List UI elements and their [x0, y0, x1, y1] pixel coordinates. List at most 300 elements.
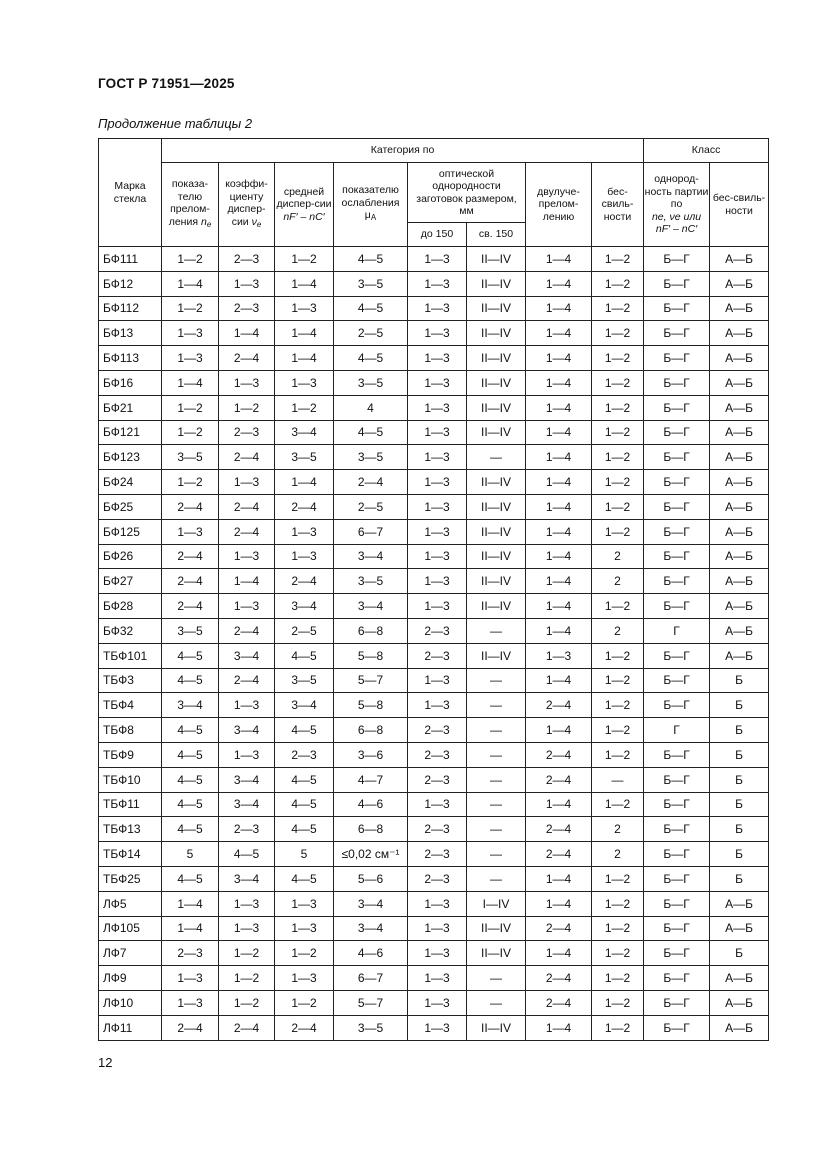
table-cell: 1—3 — [408, 544, 467, 569]
table-cell: 1—2 — [592, 247, 644, 272]
table-cell: 1—3 — [408, 247, 467, 272]
table-cell: А—Б — [710, 395, 769, 420]
table-cell: — — [467, 966, 526, 991]
table-cell: 3—4 — [275, 693, 334, 718]
table-cell: 6—7 — [334, 519, 408, 544]
table-cell: Б—Г — [644, 990, 710, 1015]
table-cell: 3—5 — [275, 668, 334, 693]
table-cell: 1—3 — [219, 370, 275, 395]
table-cell: 1—2 — [592, 1015, 644, 1040]
table-cell: 1—4 — [526, 346, 592, 371]
table-cell: Г — [644, 718, 710, 743]
table-cell: — — [467, 718, 526, 743]
table-cell: 2—4 — [526, 966, 592, 991]
table-cell: 1—2 — [275, 247, 334, 272]
table-cell: 2 — [592, 618, 644, 643]
table-cell: 1—4 — [526, 445, 592, 470]
table-cell: II—IV — [467, 1015, 526, 1040]
table-cell: 5—6 — [334, 866, 408, 891]
table-cell: 3—4 — [275, 420, 334, 445]
glass-brand-cell: БФ111 — [99, 247, 162, 272]
table-cell: 4 — [334, 395, 408, 420]
table-cell: А—Б — [710, 990, 769, 1015]
table-cell: 1—3 — [219, 891, 275, 916]
table-cell: Б—Г — [644, 346, 710, 371]
header-batch-homogeneity: однород-ность партии по ne, νe или nF′ – nC′ — [644, 163, 710, 247]
glass-brand-cell: ТБФ101 — [99, 643, 162, 668]
table-cell: 1—3 — [408, 346, 467, 371]
table-cell: Б — [710, 817, 769, 842]
table-cell: 3—5 — [334, 370, 408, 395]
table-cell: 4—5 — [162, 767, 219, 792]
table-cell: 1—3 — [219, 594, 275, 619]
table-cell: 1—2 — [275, 395, 334, 420]
table-cell: 3—4 — [219, 718, 275, 743]
table-row — [99, 296, 769, 321]
glass-brand-cell: БФ121 — [99, 420, 162, 445]
table-cell: 2—4 — [219, 494, 275, 519]
table-cell: 2 — [592, 544, 644, 569]
table-cell: 1—3 — [275, 916, 334, 941]
table-cell: 1—4 — [162, 271, 219, 296]
table-cell: 1—3 — [408, 1015, 467, 1040]
table-cell: 3—4 — [334, 544, 408, 569]
table-cell: А—Б — [710, 916, 769, 941]
table-cell: 1—4 — [526, 544, 592, 569]
table-cell: II—IV — [467, 321, 526, 346]
table-row — [99, 519, 769, 544]
table-cell: 1—2 — [592, 296, 644, 321]
table-cell: 1—3 — [162, 519, 219, 544]
table-cell: 1—4 — [526, 271, 592, 296]
table-cell: 1—4 — [526, 668, 592, 693]
table-row — [99, 718, 769, 743]
table-cell: 2—3 — [219, 817, 275, 842]
table-cell: 2—4 — [219, 668, 275, 693]
table-cell: 4—5 — [219, 842, 275, 867]
table-cell: А—Б — [710, 247, 769, 272]
table-cell: 2—4 — [219, 618, 275, 643]
table-cell: Б — [710, 842, 769, 867]
table-cell: 2—4 — [162, 1015, 219, 1040]
table-cell: А—Б — [710, 618, 769, 643]
table-cell: 1—4 — [526, 321, 592, 346]
table-cell: 2—3 — [219, 420, 275, 445]
glass-brand-cell: ЛФ11 — [99, 1015, 162, 1040]
table-cell: 1—2 — [592, 321, 644, 346]
table-cell: II—IV — [467, 370, 526, 395]
table-cell: Б—Г — [644, 916, 710, 941]
table-cell: Б—Г — [644, 643, 710, 668]
table-cell: 3—4 — [275, 594, 334, 619]
table-cell: 1—2 — [592, 916, 644, 941]
table-cell: А—Б — [710, 470, 769, 495]
table-cell: 1—4 — [275, 321, 334, 346]
table-cell: Б—Г — [644, 519, 710, 544]
table-cell: 1—2 — [162, 420, 219, 445]
header-birefringence: двулуче-прелом-лению — [526, 163, 592, 247]
glass-brand-cell: БФ21 — [99, 395, 162, 420]
table-cell: 6—8 — [334, 718, 408, 743]
table-cell: 2—3 — [408, 718, 467, 743]
table-row — [99, 370, 769, 395]
table-cell: — — [467, 668, 526, 693]
header-optical-homogeneity: оптической однородности заготовок размером, мм — [408, 163, 526, 223]
glass-brand-cell: БФ16 — [99, 370, 162, 395]
table-cell: 1—3 — [408, 990, 467, 1015]
table-row — [99, 569, 769, 594]
glass-brand-cell: БФ28 — [99, 594, 162, 619]
table-cell: — — [467, 817, 526, 842]
table-cell: 1—3 — [408, 966, 467, 991]
table-cell: 1—3 — [408, 445, 467, 470]
table-cell: Б—Г — [644, 569, 710, 594]
table-cell: 2 — [592, 817, 644, 842]
table-cell: 1—2 — [592, 271, 644, 296]
table-cell: II—IV — [467, 494, 526, 519]
table-cell: 2—3 — [162, 941, 219, 966]
table-cell: 2—3 — [219, 296, 275, 321]
table-cell: А—Б — [710, 569, 769, 594]
glass-brand-cell: БФ13 — [99, 321, 162, 346]
table-cell: II—IV — [467, 346, 526, 371]
table-cell: 1—3 — [275, 966, 334, 991]
table-cell: А—Б — [710, 271, 769, 296]
table-cell: 1—3 — [219, 271, 275, 296]
table-row — [99, 420, 769, 445]
glass-brand-cell: БФ24 — [99, 470, 162, 495]
glass-brand-cell: БФ12 — [99, 271, 162, 296]
table-cell: 1—3 — [408, 370, 467, 395]
glass-brand-cell: БФ32 — [99, 618, 162, 643]
table-cell: 1—3 — [408, 420, 467, 445]
table-row — [99, 693, 769, 718]
table-cell: 2—4 — [219, 445, 275, 470]
table-cell: 5—7 — [334, 668, 408, 693]
table-cell: 6—8 — [334, 618, 408, 643]
table-cell: А—Б — [710, 370, 769, 395]
table-cell: 1—3 — [275, 544, 334, 569]
header-bubbles-category: бес-свиль-ности — [592, 163, 644, 247]
table-cell: 1—2 — [162, 247, 219, 272]
table-cell: 1—3 — [408, 296, 467, 321]
table-cell: 1—2 — [275, 941, 334, 966]
table-row — [99, 470, 769, 495]
table-cell: 2—4 — [275, 569, 334, 594]
table-cell: 1—2 — [592, 420, 644, 445]
table-cell: 1—4 — [526, 891, 592, 916]
table-cell: 1—3 — [162, 346, 219, 371]
table-row — [99, 321, 769, 346]
table-cell: 1—2 — [592, 966, 644, 991]
table-row — [99, 395, 769, 420]
header-refraction: показа-телю прелом-ления $n_e$ — [162, 163, 219, 247]
table-cell: А—Б — [710, 643, 769, 668]
table-cell: А—Б — [710, 519, 769, 544]
table-cell: 3—4 — [334, 916, 408, 941]
table-cell: 3—5 — [162, 618, 219, 643]
table-cell: 1—3 — [408, 668, 467, 693]
table-cell: 1—3 — [219, 742, 275, 767]
table-cell: II—IV — [467, 395, 526, 420]
glass-brand-cell: ТБФ25 — [99, 866, 162, 891]
table-cell: 2—3 — [408, 742, 467, 767]
table-cell: II—IV — [467, 420, 526, 445]
table-cell: 3—5 — [334, 1015, 408, 1040]
table-cell: II—IV — [467, 594, 526, 619]
table-cell: 2—3 — [408, 618, 467, 643]
table-cell: 4—5 — [275, 792, 334, 817]
table-cell: А—Б — [710, 544, 769, 569]
table-cell: Б—Г — [644, 1015, 710, 1040]
table-cell: А—Б — [710, 420, 769, 445]
header-brand: Марка стекла — [99, 139, 162, 247]
table-cell: 1—2 — [592, 718, 644, 743]
table-cell: — — [592, 767, 644, 792]
table-cell: А—Б — [710, 321, 769, 346]
table-cell: 1—4 — [275, 346, 334, 371]
table-cell: 5 — [162, 842, 219, 867]
table-cell: 2—4 — [526, 693, 592, 718]
table-cell: 2—3 — [408, 817, 467, 842]
table-cell: 5—7 — [334, 990, 408, 1015]
table-cell: 1—3 — [408, 395, 467, 420]
header-bubbles-class: бес-свиль-ности — [710, 163, 769, 247]
table-cell: 2—3 — [408, 643, 467, 668]
table-cell: Б—Г — [644, 395, 710, 420]
table-cell: 1—4 — [526, 618, 592, 643]
table-cell: Б—Г — [644, 792, 710, 817]
table-cell: 1—3 — [219, 544, 275, 569]
table-cell: 1—3 — [408, 519, 467, 544]
table-cell: 1—3 — [275, 370, 334, 395]
table-cell: 2—4 — [162, 544, 219, 569]
table-cell: А—Б — [710, 594, 769, 619]
table-cell: 1—4 — [526, 519, 592, 544]
table-cell: 5 — [275, 842, 334, 867]
table-cell: 1—2 — [592, 594, 644, 619]
table-cell: 3—5 — [334, 271, 408, 296]
table-row — [99, 891, 769, 916]
table-cell: 2—4 — [526, 842, 592, 867]
table-cell: 1—3 — [162, 990, 219, 1015]
table-cell: Б—Г — [644, 296, 710, 321]
glass-brand-cell: ТБФ13 — [99, 817, 162, 842]
table-cell: 1—4 — [526, 395, 592, 420]
table-cell: 1—3 — [408, 321, 467, 346]
table-cell: 4—5 — [334, 420, 408, 445]
table-row — [99, 767, 769, 792]
table-row — [99, 742, 769, 767]
table-cell: 1—3 — [408, 941, 467, 966]
table-cell: Б—Г — [644, 668, 710, 693]
table-cell: 1—2 — [219, 990, 275, 1015]
table-cell: 1—4 — [526, 866, 592, 891]
glass-brand-cell: БФ27 — [99, 569, 162, 594]
table-row — [99, 866, 769, 891]
table-cell: 1—2 — [592, 494, 644, 519]
table-row — [99, 668, 769, 693]
table-cell: 1—2 — [592, 693, 644, 718]
table-cell: 1—4 — [526, 494, 592, 519]
table-cell: А—Б — [710, 346, 769, 371]
table-cell: Б—Г — [644, 891, 710, 916]
header-dispersion-coef: коэффи-циенту диспер-сии $\nu_e$ — [219, 163, 275, 247]
table-cell: 4—5 — [162, 718, 219, 743]
table-cell: 1—4 — [526, 247, 592, 272]
table-cell: 1—4 — [275, 271, 334, 296]
table-cell: — — [467, 618, 526, 643]
table-cell: 2—4 — [219, 1015, 275, 1040]
table-row — [99, 916, 769, 941]
glass-category-table — [98, 138, 769, 1041]
table-cell: 3—4 — [219, 792, 275, 817]
table-cell: 4—5 — [162, 817, 219, 842]
table-cell: А—Б — [710, 494, 769, 519]
table-cell: 1—3 — [408, 693, 467, 718]
table-cell: 2—4 — [219, 346, 275, 371]
table-row — [99, 792, 769, 817]
table-cell: I—IV — [467, 891, 526, 916]
table-cell: — — [467, 990, 526, 1015]
table-cell: 2—4 — [275, 494, 334, 519]
table-cell: Б—Г — [644, 321, 710, 346]
glass-brand-cell: ТБФ4 — [99, 693, 162, 718]
table-cell: 1—3 — [275, 891, 334, 916]
table-cell: 1—2 — [592, 519, 644, 544]
table-cell: Б—Г — [644, 742, 710, 767]
table-cell: 4—5 — [162, 668, 219, 693]
table-cell: 1—3 — [219, 470, 275, 495]
table-cell: 1—4 — [526, 792, 592, 817]
table-cell: Б—Г — [644, 941, 710, 966]
table-cell: Б — [710, 742, 769, 767]
header-over-150: св. 150 — [467, 223, 526, 247]
table-cell: Б—Г — [644, 494, 710, 519]
table-cell: 1—2 — [162, 395, 219, 420]
table-cell: 1—2 — [592, 445, 644, 470]
table-cell: 1—4 — [162, 891, 219, 916]
glass-brand-cell: ТБФ14 — [99, 842, 162, 867]
header-attenuation: показателю ослабления $\mu_A$ — [334, 163, 408, 247]
table-body — [99, 247, 769, 1041]
table-cell: 2—4 — [526, 990, 592, 1015]
table-cell: 1—2 — [219, 941, 275, 966]
table-cell: 1—3 — [275, 519, 334, 544]
table-row — [99, 594, 769, 619]
table-row — [99, 966, 769, 991]
table-cell: 4—7 — [334, 767, 408, 792]
table-cell: 2—3 — [408, 866, 467, 891]
table-cell: Б—Г — [644, 594, 710, 619]
table-cell: 1—4 — [526, 1015, 592, 1040]
table-cell: 2—3 — [219, 247, 275, 272]
table-cell: 1—4 — [219, 569, 275, 594]
table-cell: 2 — [592, 569, 644, 594]
glass-brand-cell: БФ26 — [99, 544, 162, 569]
table-cell: ≤0,02 см⁻¹ — [334, 842, 408, 867]
table-cell: 1—3 — [526, 643, 592, 668]
table-cell: II—IV — [467, 470, 526, 495]
table-cell: 2—5 — [275, 618, 334, 643]
table-cell: Б—Г — [644, 370, 710, 395]
table-cell: 2—4 — [162, 569, 219, 594]
table-cell: 1—3 — [408, 916, 467, 941]
glass-brand-cell: ЛФ5 — [99, 891, 162, 916]
table-cell: 1—2 — [592, 866, 644, 891]
table-cell: 1—4 — [162, 916, 219, 941]
table-cell: 4—5 — [275, 866, 334, 891]
table-row — [99, 346, 769, 371]
table-cell: — — [467, 842, 526, 867]
table-cell: II—IV — [467, 296, 526, 321]
table-cell: 2—4 — [526, 767, 592, 792]
table-cell: А—Б — [710, 1015, 769, 1040]
glass-brand-cell: БФ123 — [99, 445, 162, 470]
table-cell: 5—8 — [334, 643, 408, 668]
table-cell: 3—4 — [219, 643, 275, 668]
table-cell: 1—4 — [526, 718, 592, 743]
table-cell: 3—5 — [162, 445, 219, 470]
table-cell: 1—2 — [592, 346, 644, 371]
table-cell: 3—6 — [334, 742, 408, 767]
table-cell: 1—4 — [526, 296, 592, 321]
table-cell: 3—4 — [334, 891, 408, 916]
table-cell: 3—4 — [219, 767, 275, 792]
table-cell: 2—4 — [162, 494, 219, 519]
table-cell: 1—2 — [592, 891, 644, 916]
table-cell: Б—Г — [644, 817, 710, 842]
table-cell: 2—4 — [526, 916, 592, 941]
table-cell: Б — [710, 767, 769, 792]
table-cell: 3—5 — [334, 569, 408, 594]
table-cell: 2—5 — [334, 494, 408, 519]
table-cell: А—Б — [710, 966, 769, 991]
table-cell: 1—3 — [408, 594, 467, 619]
table-cell: II—IV — [467, 941, 526, 966]
table-cell: 1—2 — [592, 470, 644, 495]
table-cell: 1—2 — [162, 296, 219, 321]
table-cell: 2—4 — [526, 817, 592, 842]
table-cell: Б—Г — [644, 767, 710, 792]
table-cell: Б — [710, 866, 769, 891]
table-cell: 4—5 — [275, 817, 334, 842]
glass-brand-cell: ЛФ10 — [99, 990, 162, 1015]
table-cell: 3—5 — [334, 445, 408, 470]
table-cell: 2—4 — [219, 519, 275, 544]
table-cell: 3—4 — [219, 866, 275, 891]
table-cell: 1—3 — [162, 321, 219, 346]
table-cell: 2—4 — [334, 470, 408, 495]
table-cell: 1—3 — [408, 494, 467, 519]
glass-brand-cell: ЛФ9 — [99, 966, 162, 991]
document-title: ГОСТ Р 71951—2025 — [98, 76, 235, 91]
table-cell: — — [467, 742, 526, 767]
table-cell: 4—5 — [334, 247, 408, 272]
table-cell: 1—3 — [275, 296, 334, 321]
table-cell: 4—5 — [275, 767, 334, 792]
table-cell: 1—3 — [408, 271, 467, 296]
table-row — [99, 842, 769, 867]
table-cell: Б—Г — [644, 842, 710, 867]
glass-brand-cell: БФ25 — [99, 494, 162, 519]
table-cell: 1—2 — [592, 941, 644, 966]
page-number: 12 — [98, 1055, 113, 1070]
table-cell: II—IV — [467, 916, 526, 941]
table-cell: 1—2 — [592, 643, 644, 668]
table-cell: — — [467, 445, 526, 470]
table-cell: 1—2 — [592, 395, 644, 420]
